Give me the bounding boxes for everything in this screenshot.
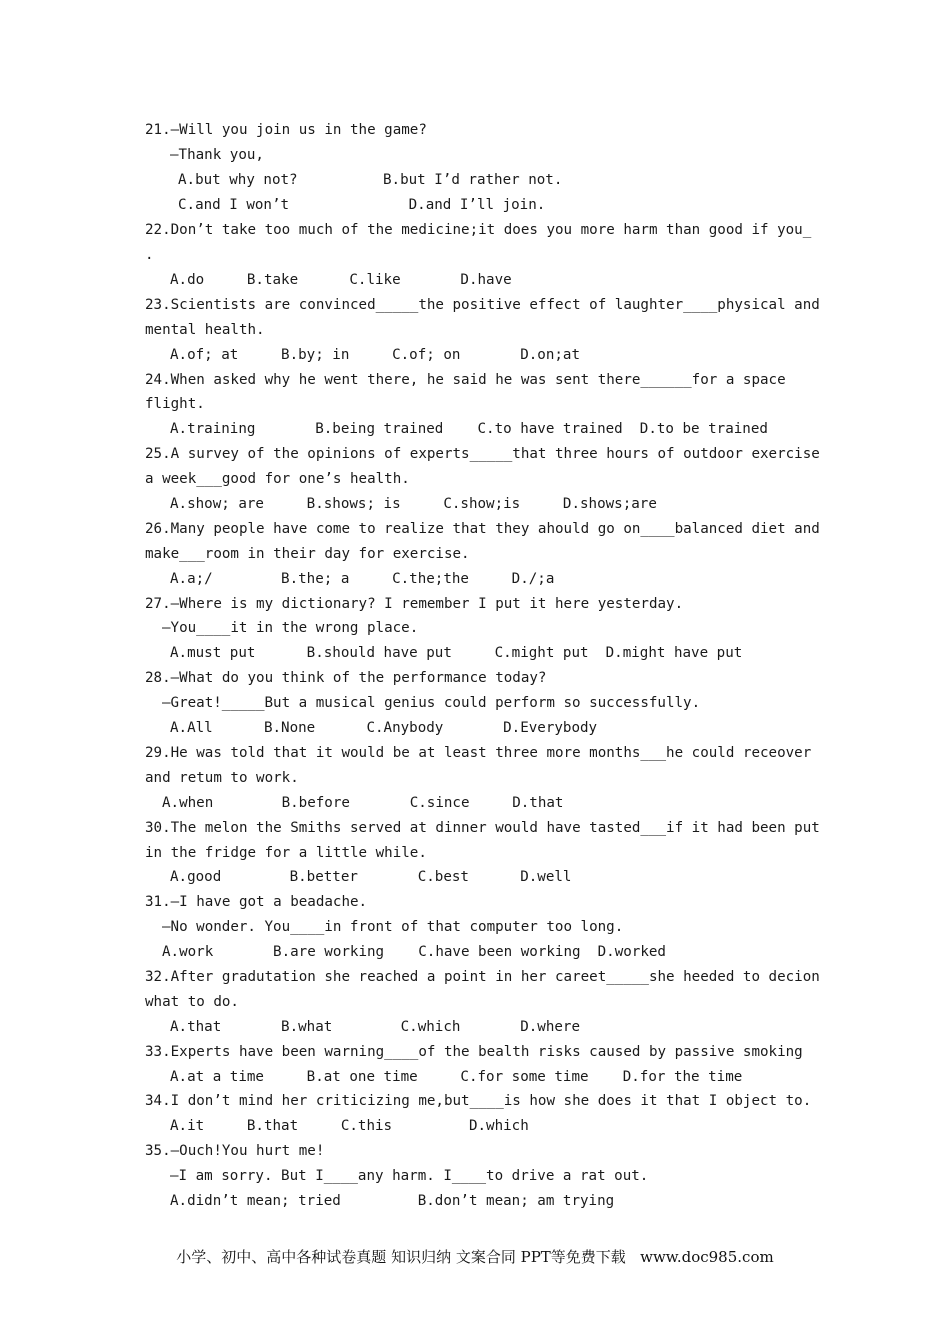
question-22-stem: 22.Don’t take too much of the medicine;it does you more harm than good if you_ (145, 222, 812, 238)
question-29-stem: and retum to work. (145, 770, 299, 786)
question-23-stem: mental health. (145, 322, 265, 338)
question-28-stem: 28.—What do you think of the performance today? (145, 670, 547, 686)
question-32-options: A.that B.what C.which D.where (170, 1019, 580, 1035)
question-29-options: A.when B.before C.since D.that (162, 795, 564, 811)
question-30-options: A.good B.better C.best D.well (170, 869, 572, 885)
question-23-stem: 23.Scientists are convinced_____the positive effect of laughter____physical and (145, 297, 820, 313)
question-21-options: A.but why not? B.but I’d rather not. (178, 172, 563, 188)
question-32-stem: what to do. (145, 994, 239, 1010)
question-26-stem: make___room in their day for exercise. (145, 546, 470, 562)
question-23-options: A.of; at B.by; in C.of; on D.on;at (170, 347, 580, 363)
question-26-stem: 26.Many people have come to realize that they ahould go on____balanced diet and (145, 521, 820, 537)
question-30-stem: 30.The melon the Smiths served at dinner would have tasted___if it had been put (145, 820, 820, 836)
question-34-options: A.it B.that C.this D.which (170, 1118, 529, 1134)
question-31-stem: 31.—I have got a beadache. (145, 894, 368, 910)
question-35-stem: —I am sorry. But I____any harm. I____to drive a rat out. (170, 1168, 649, 1184)
question-21-stem: —Thank you, (170, 147, 264, 163)
question-31-options: A.work B.are working C.have been working D.worked (162, 944, 666, 960)
question-27-stem: 27.—Where is my dictionary? I remember I put it here yesterday. (145, 596, 684, 612)
question-32-stem: 32.After gradutation she reached a point in her careet_____she heeded to decion (145, 969, 820, 985)
question-25-stem: a week___good for one’s health. (145, 471, 410, 487)
question-28-stem: —Great!_____But a musical genius could perform so successfully. (162, 695, 701, 711)
question-33-stem: 33.Experts have been warning____of the bealth risks caused by passive smoking (145, 1044, 803, 1060)
question-27-stem: —You____it in the wrong place. (162, 620, 419, 636)
question-29-stem: 29.He was told that it would be at least three more months___he could receover (145, 745, 812, 761)
question-27-options: A.must put B.should have put C.might put D.might have put (170, 645, 743, 661)
question-30-stem: in the fridge for a little while. (145, 845, 427, 861)
question-33-options: A.at a time B.at one time C.for some time D.for the time (170, 1069, 743, 1085)
question-25-options: A.show; are B.shows; is C.show;is D.shows;are (170, 496, 657, 512)
question-22-stem: . (145, 247, 154, 263)
question-21-options: C.and I won’t D.and I’ll join. (178, 197, 546, 213)
question-28-options: A.All B.None C.Anybody D.Everybody (170, 720, 598, 736)
question-24-stem: flight. (145, 396, 205, 412)
question-21-stem: 21.—Will you join us in the game? (145, 122, 427, 138)
question-24-stem: 24.When asked why he went there, he said he was sent there______for a space (145, 372, 786, 388)
question-26-options: A.a;/ B.the; a C.the;the D./;a (170, 571, 555, 587)
question-35-options: A.didn’t mean; tried B.don’t mean; am trying (170, 1193, 615, 1209)
question-31-stem: —No wonder. You____in front of that computer too long. (162, 919, 624, 935)
question-34-stem: 34.I don’t mind her criticizing me,but____is how she does it that I object to. (145, 1093, 812, 1109)
question-24-options: A.training B.being trained C.to have trained D.to be trained (170, 421, 768, 437)
question-35-stem: 35.—Ouch!You hurt me! (145, 1143, 325, 1159)
page-footer: 小学、初中、高中各种试卷真题 知识归纳 文案合同 PPT等免费下载 www.doc985.com (176, 1248, 774, 1266)
question-22-options: A.do B.take C.like D.have (170, 272, 512, 288)
question-25-stem: 25.A survey of the opinions of experts_____that three hours of outdoor exercise (145, 446, 820, 462)
